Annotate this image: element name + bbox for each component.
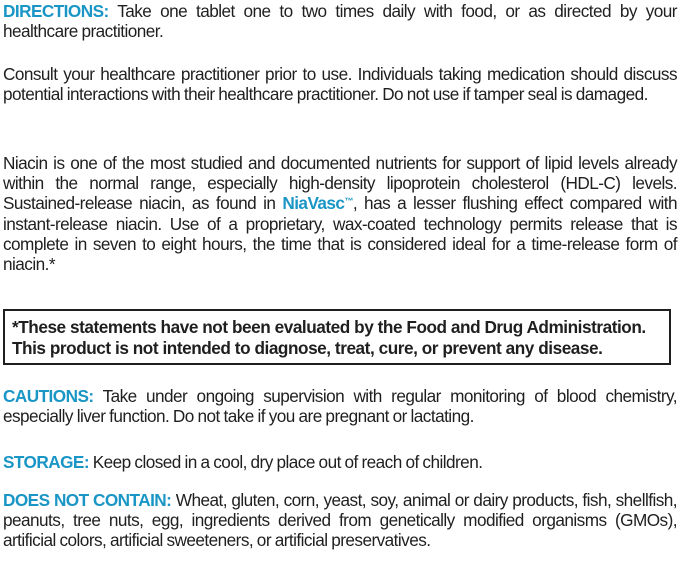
fda-disclaimer-box — [3, 309, 671, 365]
cautions-paragraph — [3, 386, 677, 426]
storage-label: STORAGE: — [3, 452, 90, 472]
disclaimer-line-2: This product is not intended to diagnose, treat, cure, or prevent any disease. — [12, 338, 603, 358]
does-not-contain-paragraph — [3, 490, 677, 551]
niacin-text-after: , has a lesser flushing effect compared with instant-release niacin. Use of a proprietary, wax-coated technology permits release that is complete in seven to eight hours, the time that is considered ideal for a time-release form of niacin.* — [3, 193, 677, 275]
brand-name: NiaVasc™ — [282, 193, 353, 214]
directions-label: DIRECTIONS: — [3, 1, 109, 21]
disclaimer-line-1: *These statements have not been evaluated by the Food and Drug Administration. — [12, 317, 646, 337]
directions-paragraph — [3, 1, 677, 41]
niacin-text-before: Niacin is one of the most studied and documented nutrients for support of lipid levels already within the normal range, especially high-density lipoprotein cholesterol (HDL-C) levels. Sustained-release niacin, as found in — [3, 153, 677, 214]
directions-text: Take one tablet one to two times daily with food, or as directed by your healthcare practitioner. — [3, 1, 677, 42]
consult-paragraph: Consult your healthcare practitioner prior to use. Individuals taking medication should discuss potential interactions with their healthcare practitioner. Do not use if tamper seal is damaged. — [3, 64, 677, 105]
cautions-label: CAUTIONS: — [3, 386, 94, 406]
storage-text: Keep closed in a cool, dry place out of reach of children. — [92, 452, 483, 472]
does-not-contain-text: Wheat, gluten, corn, yeast, soy, animal or dairy products, fish, shellfish, peanuts, tree nuts, egg, ingredients derived from genetically modified organisms (GMOs), artificial colors, artificial sweeteners, or artificial preservatives. — [3, 490, 678, 551]
cautions-text: Take under ongoing supervision with regular monitoring of blood chemistry, especially liver function. Do not take if you are pregnant or lactating. — [3, 386, 677, 427]
trademark-symbol: ™ — [344, 196, 353, 207]
storage-paragraph — [3, 452, 677, 472]
does-not-contain-label: DOES NOT CONTAIN: — [3, 490, 172, 510]
niacin-paragraph — [3, 153, 677, 274]
